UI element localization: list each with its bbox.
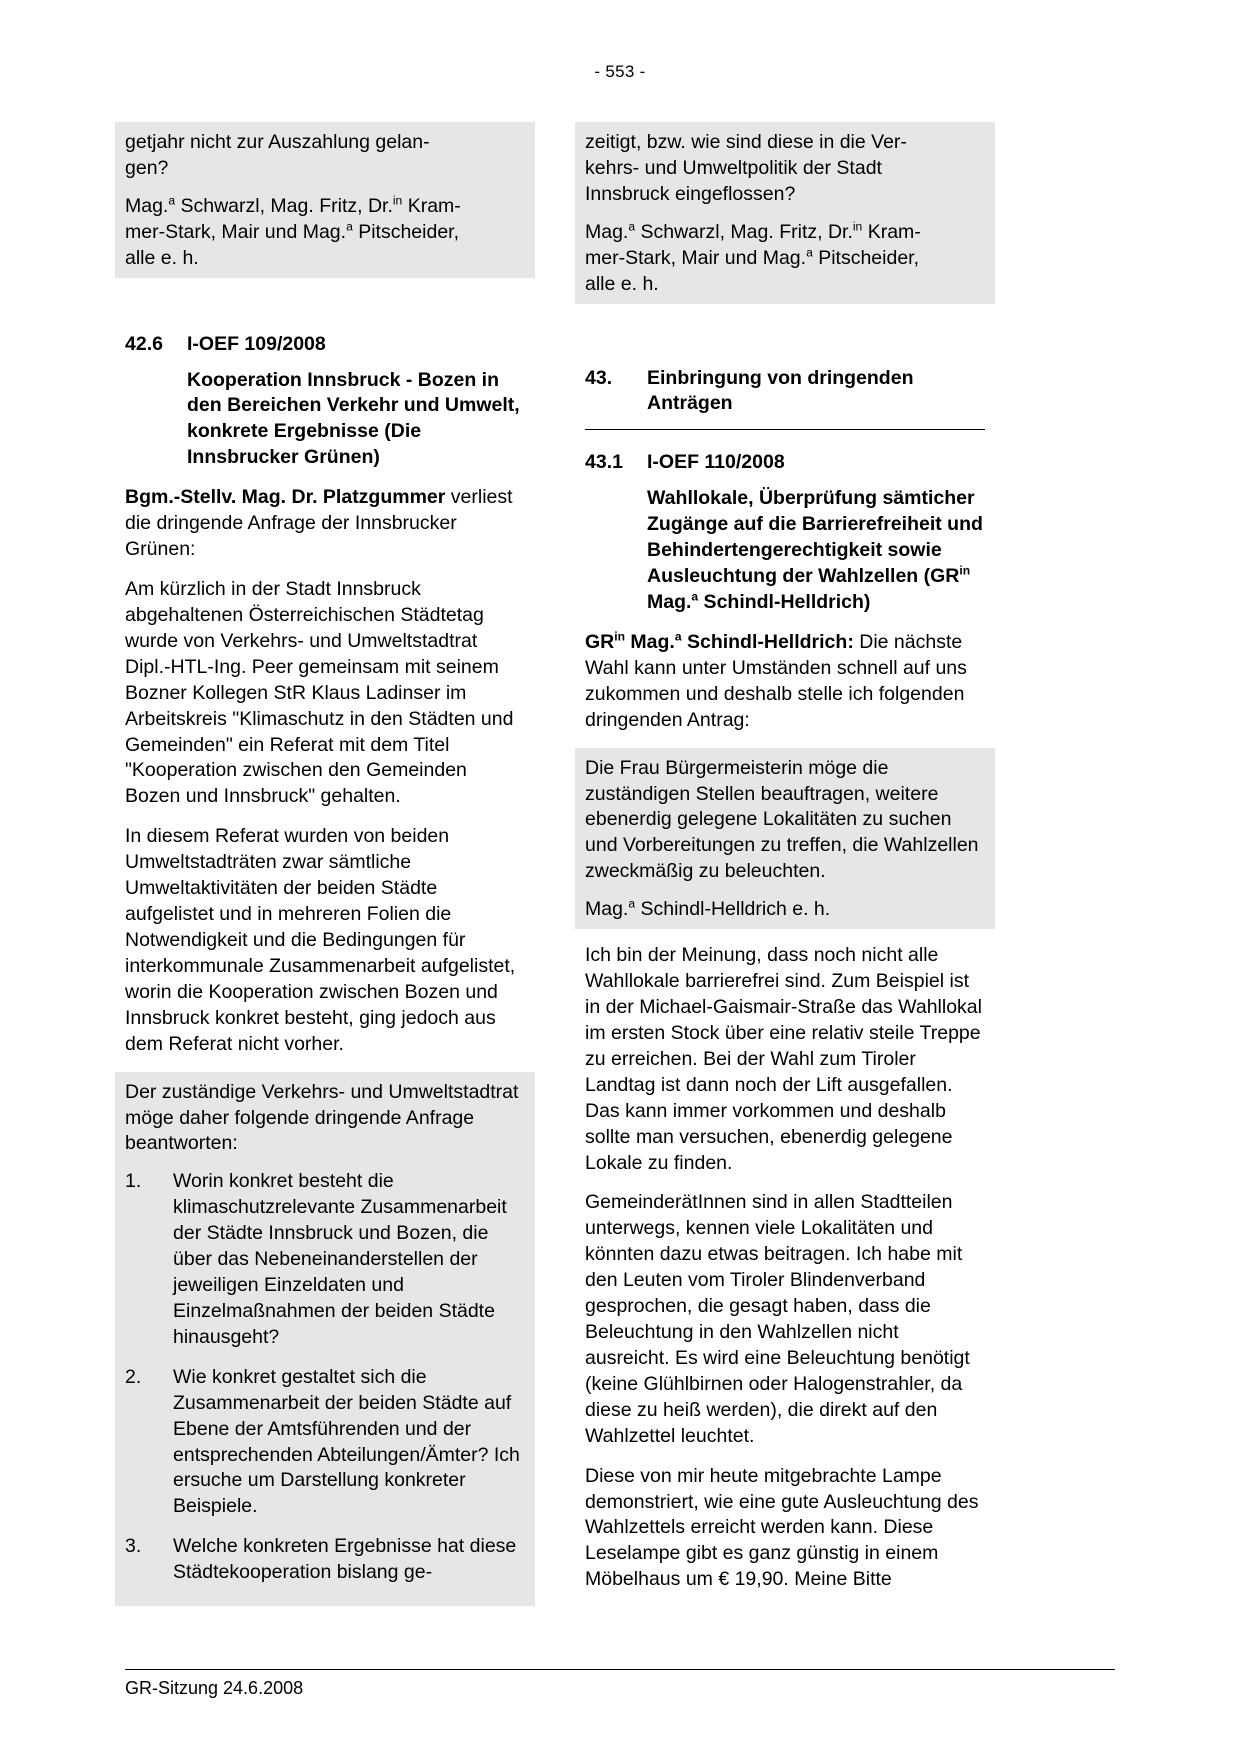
page-number: - 553 -	[594, 62, 646, 81]
footer-divider	[125, 1669, 1115, 1670]
right-paragraph-2: GemeinderätInnen sind in allen Stadtteilen unterwegs, kennen viele Lokalitäten und könnten dazu etwas beitragen. Ich habe mit den Leuten vom Tiroler Blindenverband gesprochen, die gesagt haben, dass die Beleuchtung in den Wahlzellen nicht ausreicht. Es wird eine Beleuchtung benötigt (keine Glühlbirnen oder Halogenstrahler, da diese zu heiß werden), die direkt auf den Wahlzettel leuchtet.	[585, 1191, 970, 1447]
right-speaker-post: Schindl-Helldrich:	[681, 630, 854, 653]
list-item	[125, 1169, 525, 1350]
section-43-number: 43.	[585, 366, 613, 389]
right-signature	[585, 220, 985, 298]
sig-mid2: Kram-	[862, 220, 921, 243]
left-continuation-line1: getjahr nicht zur Auszahlung gelan-	[125, 131, 430, 153]
sig-line3: alle e. h.	[125, 246, 199, 269]
right-speaker-mid: Mag.	[624, 630, 675, 653]
left-speaker-rest: verliest die dringende Anfrage der Innsbrucker Grünen:	[125, 486, 513, 561]
question-text: Welche konkreten Ergebnisse hat diese Städtekooperation bislang ge-	[173, 1535, 517, 1584]
motion-signature	[585, 897, 985, 923]
sig-line2-pre: mer-Stark, Mair und Mag.	[125, 220, 347, 243]
question-number: 3.	[125, 1535, 142, 1558]
two-column-body	[0, 122, 1240, 1620]
motion-text: Die Frau Bürgermeisterin möge die zuständigen Stellen beauftragen, weitere ebenerdig gelegene Lokalitäten zu suchen und Vorbereitungen zu treffen, die Wahlzellen zweckmäßig zu beleuchten.	[585, 756, 979, 883]
sig-pre: Mag.	[125, 194, 169, 217]
left-speaker-intro	[125, 485, 525, 563]
sig-line2-post: Pitscheider,	[352, 220, 460, 243]
right-continuation-line2: kehrs- und Umweltpolitik der Stadt	[585, 156, 882, 179]
sig-sup-in: in	[392, 193, 403, 208]
left-column	[125, 122, 525, 1620]
section-43-1-title: I-OEF 110/2008	[647, 451, 785, 474]
motion-sig-post: Schindl-Helldrich e. h.	[635, 898, 831, 921]
sig-line2-pre: mer-Stark, Mair und Mag.	[585, 246, 807, 269]
section-divider	[585, 429, 985, 430]
sig-sup-a2: a	[346, 219, 353, 234]
right-continuation-line1: zeitigt, bzw. wie sind diese in die Ver-	[585, 131, 907, 153]
right-motion-block	[575, 748, 995, 930]
motion-sig-pre: Mag.	[585, 898, 629, 921]
question-text: Worin konkret besteht die klimaschutzrelevante Zusammenarbeit der Städte Innsbruck und Bozen, die über das Nebeneinanderstellen der jeweiligen Einzeldaten und Einzelmaßnahmen der beiden Städte hinausgeht?	[173, 1170, 507, 1348]
question-number: 2.	[125, 1365, 142, 1388]
motion-sig-sup: a	[628, 896, 636, 911]
footer-text: GR-Sitzung 24.6.2008	[125, 1678, 304, 1698]
sig-sup-a2: a	[806, 245, 813, 260]
sig-mid2: Kram-	[402, 194, 461, 217]
sig-mid: Schwarzl, Mag. Fritz, Dr.	[635, 220, 853, 243]
left-paragraph-1: Am kürzlich in der Stadt Innsbruck abgehaltenen Österreichischen Städtetag wurde von Verkehrs- und Umweltstadtrat Dipl.-HTL-Ing. Peer gemeinsam mit seinem Bozner Kollegen StR Klaus Ladinser im Arbeitskreis "Klimaschutz in den Städten und Gemeinden" ein Referat mit dem Titel "Kooperation zwischen den Gemeinden Bozen und Innsbruck" gehalten.	[125, 577, 514, 808]
left-request-intro: Der zuständige Verkehrs- und Umweltstadtrat möge daher folgende dringende Anfrage beantworten:	[125, 1080, 519, 1155]
left-continuation-text	[125, 130, 525, 182]
left-paragraph-2: In diesem Referat wurden von beiden Umweltstadträten zwar sämtliche Umweltaktivitäten der beiden Städte aufgelistet und in mehreren Folien die Notwendigkeit und die Bedingungen für interkommunale Zusammenarbeit aufgelistet, worin die Kooperation zwischen Bozen und Innsbruck konkret besteht, ging jedoch aus dem Referat nicht vorher.	[125, 825, 516, 1055]
sig-sup-a: a	[168, 193, 176, 208]
right-speaker-rest: Die nächste Wahl kann unter Umständen schnell auf uns zukommen und deshalb stelle ich folgenden dringenden Antrag:	[585, 630, 967, 731]
sig-sup-a: a	[628, 219, 636, 234]
list-item	[125, 1534, 525, 1586]
sig-line2-post: Pitscheider,	[812, 246, 920, 269]
subtitle-pre: Wahllokale, Überprüfung sämticher Zugänge auf die Barrierefreiheit und Behindertengerechtigkeit sowie Ausleuchtung der Wahlzellen (GR	[647, 487, 983, 588]
left-request-block	[115, 1072, 535, 1607]
sig-line3: alle e. h.	[585, 272, 659, 295]
right-speaker-intro	[585, 630, 985, 734]
right-continuation-quote	[575, 122, 995, 304]
sig-sup-in: in	[852, 219, 863, 234]
right-continuation-text	[585, 130, 985, 208]
section-43-heading	[585, 366, 985, 418]
section-42-6-subtitle: Kooperation Innsbruck - Bozen in den Bereichen Verkehr und Umwelt, konkrete Ergebnisse (Die Innsbrucker Grünen)	[187, 368, 520, 469]
right-speaker-sup-a: a	[674, 629, 682, 644]
subtitle-sup-a: a	[691, 589, 699, 604]
subtitle-mid: Mag.	[647, 590, 692, 613]
left-continuation-quote	[115, 122, 535, 278]
section-43-1-number: 43.1	[585, 451, 623, 474]
right-paragraph-1: Ich bin der Meinung, dass noch nicht alle Wahllokale barrierefrei sind. Zum Beispiel ist in der Michael-Gaismair-Straße das Wahllokal im ersten Stock über eine relativ steile Treppe zu erreichen. Bei der Wahl zum Tiroler Landtag ist dann noch der Lift ausgefallen. Das kann immer vorkommen und deshalb sollte man versuchen, ebenerdig gelegene Lokale zu finden.	[585, 944, 982, 1174]
subtitle-post: Schindl-Helldrich)	[698, 590, 871, 613]
section-43-title: Einbringung von dringenden Anträgen	[647, 366, 914, 415]
question-text: Wie konkret gestaltet sich die Zusammenarbeit der beiden Städte auf Ebene der Amtsführenden und der entsprechenden Abteilungen/Ämter? Ich ersuche um Darstellung konkreter Beispiele.	[173, 1365, 520, 1518]
subtitle-sup-in: in	[959, 563, 971, 578]
right-paragraph-3: Diese von mir heute mitgebrachte Lampe demonstriert, wie eine gute Ausleuchtung des Wahlzettels erreicht werden kann. Diese Leselampe gibt es ganz günstig in einem Möbelhaus um € 19,90. Meine Bitte	[585, 1464, 979, 1591]
question-number: 1.	[125, 1170, 142, 1193]
right-continuation-line3: Innsbruck eingeflossen?	[585, 182, 796, 205]
sig-pre: Mag.	[585, 220, 629, 243]
list-item	[125, 1365, 525, 1521]
section-42-6-number: 42.6	[125, 332, 163, 355]
right-column	[585, 122, 985, 1620]
right-speaker-sup-in: in	[614, 629, 625, 644]
page-footer	[125, 1669, 1115, 1699]
section-43-1-subtitle	[647, 486, 985, 616]
section-42-6-heading	[125, 332, 525, 358]
left-speaker-name: Bgm.-Stellv. Mag. Dr. Platzgummer	[125, 486, 446, 509]
right-speaker-pre: GR	[585, 630, 615, 653]
left-question-list	[125, 1169, 525, 1586]
left-signature	[125, 194, 525, 272]
sig-mid: Schwarzl, Mag. Fritz, Dr.	[175, 194, 393, 217]
section-42-6-title: I-OEF 109/2008	[187, 332, 326, 355]
left-continuation-line2: gen?	[125, 156, 169, 179]
section-43-1-heading	[585, 450, 985, 476]
